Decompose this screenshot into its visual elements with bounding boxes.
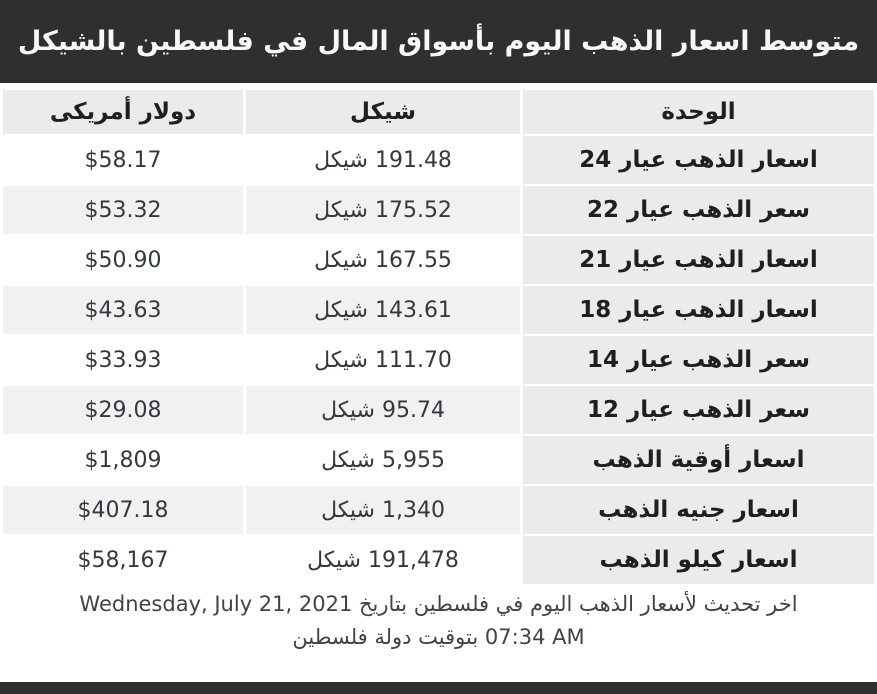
- shekel-cell: 1,340 شيكل: [244, 485, 521, 535]
- update-note: [0, 588, 877, 654]
- unit-cell: اسعار أوقية الذهب: [522, 435, 876, 485]
- dollar-cell: $58.17: [2, 135, 245, 185]
- update-line-2: [0, 621, 877, 654]
- shekel-cell: 191,478 شيكل: [244, 535, 521, 585]
- update-line-1: [0, 588, 877, 621]
- unit-cell: اسعار كيلو الذهب: [522, 535, 876, 585]
- shekel-cell: 5,955 شيكل: [244, 435, 521, 485]
- column-header-dollar: دولار أمريكى: [2, 89, 245, 135]
- dollar-cell: $43.63: [2, 285, 245, 335]
- shekel-cell: 111.70 شيكل: [244, 335, 521, 385]
- dollar-cell: $407.18: [2, 485, 245, 535]
- column-header-unit: الوحدة: [522, 89, 876, 135]
- shekel-cell: 191.48 شيكل: [244, 135, 521, 185]
- table-row: [2, 435, 876, 485]
- table-row: [2, 535, 876, 585]
- column-header-shekel: شيكل: [244, 89, 521, 135]
- unit-cell: سعر الذهب عيار 12: [522, 385, 876, 435]
- dollar-cell: $58,167: [2, 535, 245, 585]
- gold-prices-table: [0, 88, 877, 586]
- shekel-cell: 95.74 شيكل: [244, 385, 521, 435]
- update-date: Wednesday, July 21, 2021: [79, 592, 353, 616]
- table-row: [2, 485, 876, 535]
- shekel-cell: 143.61 شيكل: [244, 285, 521, 335]
- shekel-cell: 175.52 شيكل: [244, 185, 521, 235]
- bottom-bar: [0, 682, 877, 694]
- table-row: [2, 385, 876, 435]
- table-row: [2, 285, 876, 335]
- table-row: [2, 135, 876, 185]
- dollar-cell: $53.32: [2, 185, 245, 235]
- unit-cell: اسعار الذهب عيار 24: [522, 135, 876, 185]
- update-text: اخر تحديث لأسعار الذهب اليوم في فلسطين بتاريخ: [359, 592, 798, 616]
- table-row: [2, 235, 876, 285]
- unit-cell: اسعار الذهب عيار 18: [522, 285, 876, 335]
- dollar-cell: $1,809: [2, 435, 245, 485]
- page-title: متوسط اسعار الذهب اليوم بأسواق المال في فلسطين بالشيكل: [17, 26, 860, 57]
- unit-cell: اسعار جنيه الذهب: [522, 485, 876, 535]
- shekel-cell: 167.55 شيكل: [244, 235, 521, 285]
- unit-cell: سعر الذهب عيار 14: [522, 335, 876, 385]
- unit-cell: اسعار الذهب عيار 21: [522, 235, 876, 285]
- table-row: [2, 335, 876, 385]
- update-timezone: بتوقيت دولة فلسطين: [292, 625, 479, 649]
- unit-cell: سعر الذهب عيار 22: [522, 185, 876, 235]
- table-row: [2, 185, 876, 235]
- dollar-cell: $33.93: [2, 335, 245, 385]
- table-header-row: [2, 89, 876, 135]
- title-bar: [0, 0, 877, 83]
- dollar-cell: $50.90: [2, 235, 245, 285]
- dollar-cell: $29.08: [2, 385, 245, 435]
- update-time: 07:34 AM: [484, 625, 585, 649]
